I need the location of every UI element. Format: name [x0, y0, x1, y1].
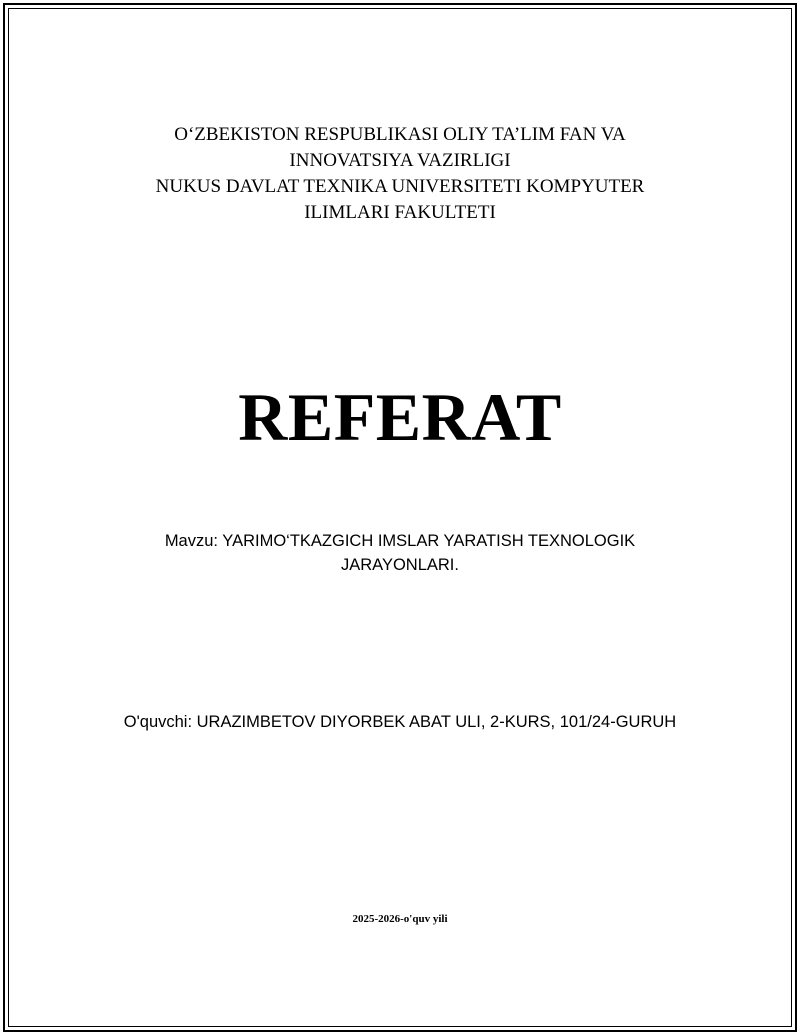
institution-header	[100, 122, 700, 226]
academic-year: 2025-2026-o'quv yili	[352, 913, 448, 925]
student-text: URAZIMBETOV DIYORBEK ABAT ULI, 2-KURS, 101/24-GURUH	[196, 713, 677, 731]
student-section	[110, 710, 690, 734]
topic-label: Mavzu:	[164, 532, 218, 550]
header-line-ministry-2: INNOVATSIYA VAZIRLIGI	[289, 150, 511, 171]
header-line-university-2: ILIMLARI FAKULTETI	[304, 202, 496, 223]
topic-section	[115, 529, 685, 577]
topic-text: YARIMO‘TKAZGICH IMSLAR YARATISH TEXNOLOGIK JARAYONLARI.	[222, 532, 636, 574]
document-title: REFERAT	[238, 379, 562, 455]
header-line-ministry-1: O‘ZBEKISTON RESPUBLIKASI OLIY TA’LIM FAN VA	[174, 124, 626, 145]
student-label: O'quvchi:	[123, 713, 193, 731]
header-line-university-1: NUKUS DAVLAT TEXNIKA UNIVERSITETI KOMPYUTER	[155, 176, 645, 197]
